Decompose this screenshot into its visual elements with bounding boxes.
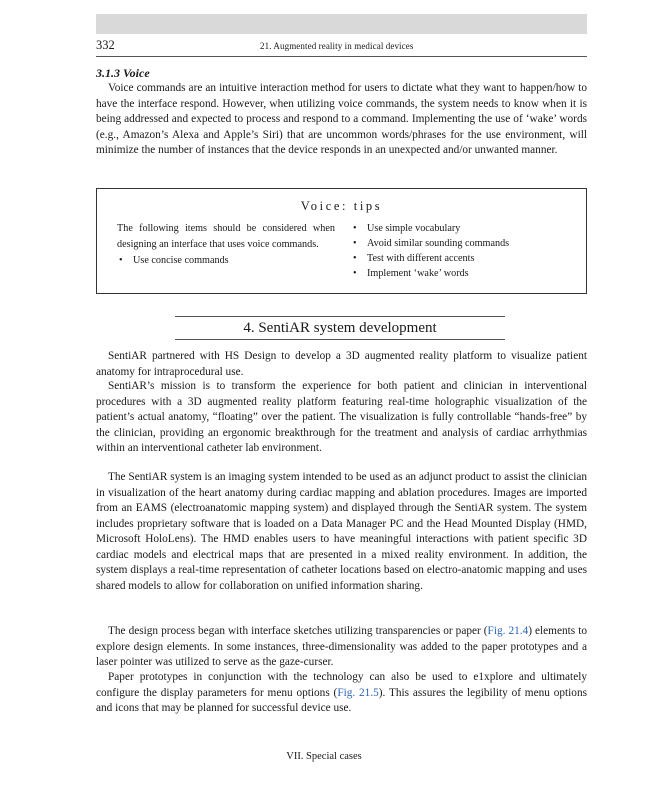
bullet-icon: • bbox=[119, 255, 123, 266]
tip-item: • Use concise commands bbox=[117, 253, 335, 269]
footer-part-title: VII. Special cases bbox=[286, 751, 362, 762]
bullet-icon: • bbox=[353, 238, 357, 249]
section-rule-bottom bbox=[175, 339, 505, 340]
bullet-icon: • bbox=[353, 253, 357, 264]
section-title: 4. SentiAR system development bbox=[243, 320, 437, 336]
tip-item: • Avoid similar sounding commands bbox=[353, 238, 510, 249]
tips-left-list bbox=[117, 253, 335, 269]
section-paragraph-3: The SentiAR system is an imaging system intended to be used as an adjunct product to assist the clinician in visualization of the heart anatomy during cardiac mapping and ablation procedures. Images are imported from an EAMS (electroanatomic mapping system) and displayed through the SentiAR system. The system includes proprietary software that is loaded on a Data Manager PC and the Head Mounted Display (HMD, Microsoft HoloLens). The HMD enables users to have meaningful interactions with patient specific 3D cardiac models and electrical maps that are presented in a mixed reality environment. In addition, the system displays a real-time representation of catheter locations based on electro-anatomic mapping and uses shared models to allow for collaboration on unified information sharing. bbox=[96, 471, 587, 592]
header-divider bbox=[96, 56, 587, 57]
page-number: 332 bbox=[96, 38, 115, 52]
tips-box-left-column bbox=[117, 221, 335, 269]
fig-21-5-link[interactable]: Fig. 21.5 bbox=[337, 686, 379, 699]
subsection-title: 3.1.3 Voice bbox=[96, 66, 150, 80]
tips-box-title: Voice: tips bbox=[300, 199, 383, 213]
section-paragraph-2: SentiAR’s mission is to transform the experience for both patient and clinician in interventional procedures with a 3D augmented reality platform featuring real-time holographic visualization of the patient’s actual anatomy, “floating” over the patient. The visualization is fully controllable “hands-free” by the clinician, providing an ergonomic breakthrough for the treatment and analysis of cardiac arrhythmias within an interventional catheter lab environment. bbox=[96, 380, 587, 454]
tips-intro: The following items should be considered when designing an interface that uses voice commands. bbox=[117, 223, 335, 250]
voice-tips-box bbox=[96, 188, 587, 294]
tip-item: • Implement ‘wake’ words bbox=[353, 268, 469, 279]
fig-21-4-link[interactable]: Fig. 21.4 bbox=[487, 625, 529, 637]
tip-item: • Test with different accents bbox=[353, 253, 475, 264]
running-title: 21. Augmented reality in medical devices bbox=[260, 41, 414, 51]
header-band bbox=[96, 14, 587, 34]
section-paragraph-5: Paper prototypes in conjunction with the technology can also be used to e1xplore and ultimately configure the display parameters for menu options (Fig. 21.5). This assures the legibility of menu options and icons that may be planned for successful device use. bbox=[96, 671, 587, 714]
section-paragraph-1: SentiAR partnered with HS Design to develop a 3D augmented reality platform to visualize patient anatomy for intraprocedural use. bbox=[96, 350, 587, 378]
tips-right-list bbox=[351, 221, 576, 281]
section-rule-top bbox=[175, 316, 505, 317]
tip-item: • Use simple vocabulary bbox=[353, 223, 461, 234]
bullet-icon: • bbox=[353, 223, 357, 234]
section-paragraph-4: The design process began with interface sketches utilizing transparencies or paper (Fig. 21.4) elements to explore design elements. In some instances, three-dimensionality was added to the paper prototypes and a laser pointer was utilized to serve as the gaze-curser. bbox=[96, 625, 587, 668]
bullet-icon: • bbox=[353, 268, 357, 279]
tips-box-right-column bbox=[351, 221, 576, 281]
voice-paragraph: Voice commands are an intuitive interaction method for users to dictate what they want to happen/how to have the interface respond. However, when utilizing voice commands, the system needs to know when it is being addressed and expected to process and respond to a command. Implementing the use of ‘wake’ words (e.g., Amazon’s Alexa and Apple’s Siri) that are uncommon words/phrases for the use environment, will minimize the number of instances that the device responds in an unexpected and/or unwanted manner. bbox=[96, 82, 587, 156]
